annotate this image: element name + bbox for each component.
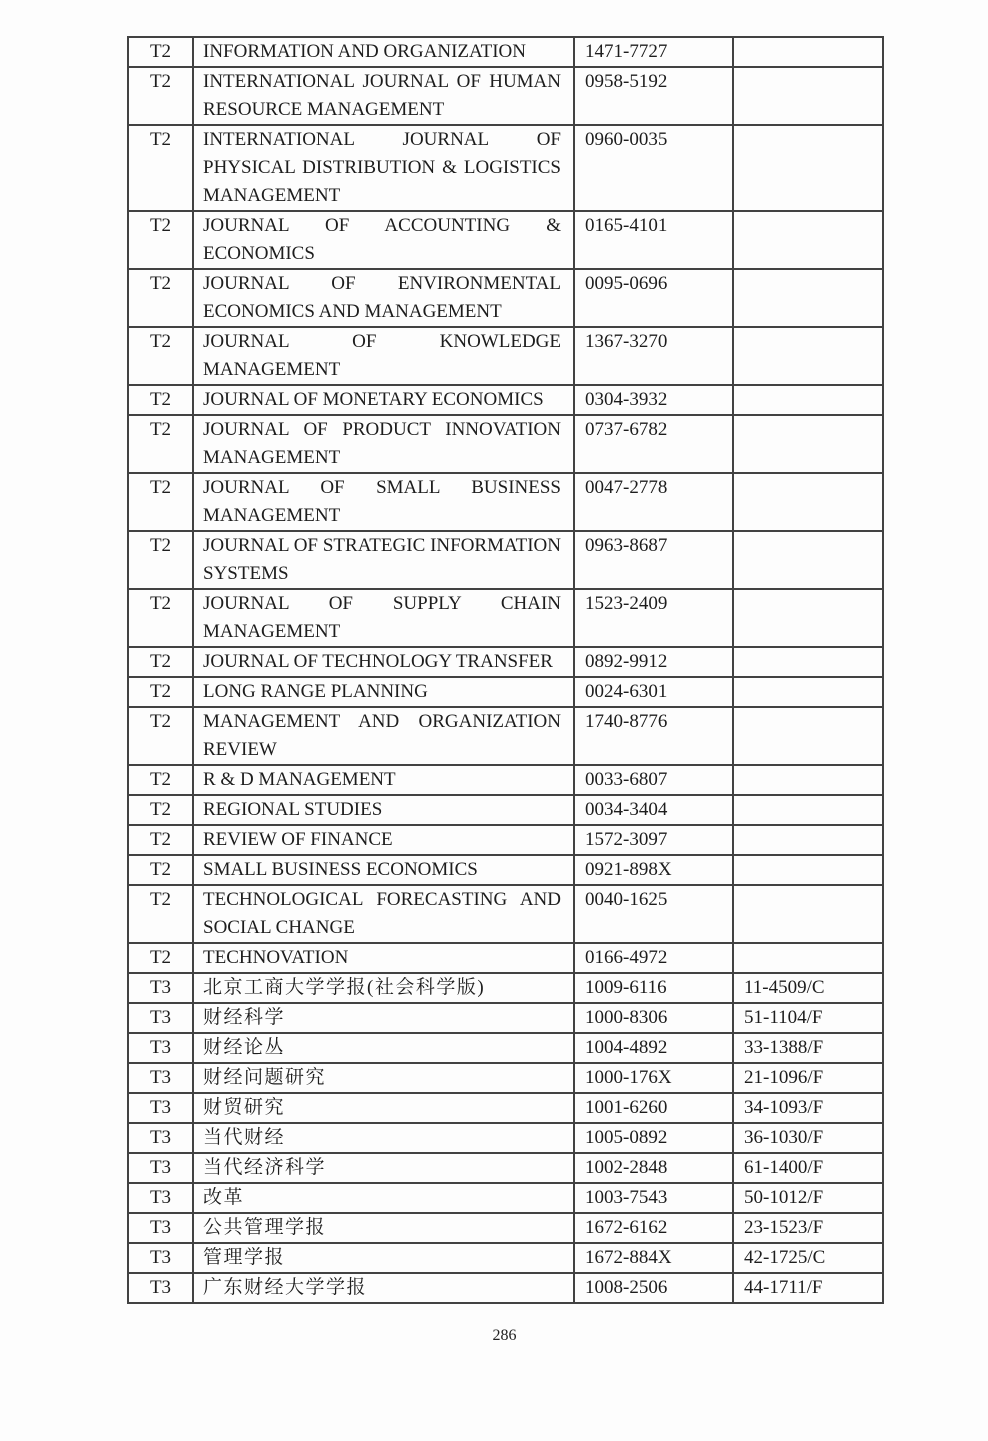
table-row — [128, 531, 883, 589]
cn-number-cell — [733, 125, 883, 211]
issn-cell: 1008-2506 — [574, 1273, 733, 1303]
tier-cell: T3 — [128, 1153, 193, 1183]
cn-number-cell: 44-1711/F — [733, 1273, 883, 1303]
cn-number-cell: 51-1104/F — [733, 1003, 883, 1033]
journal-name-cell: INTERNATIONAL JOURNAL OF PHYSICAL DISTRIBUTION & LOGISTICS MANAGEMENT — [193, 125, 574, 211]
tier-cell: T2 — [128, 825, 193, 855]
issn-cell: 1740-8776 — [574, 707, 733, 765]
journal-name-cell: JOURNAL OF STRATEGIC INFORMATION SYSTEMS — [193, 531, 574, 589]
journal-name-cell: REVIEW OF FINANCE — [193, 825, 574, 855]
tier-cell: T2 — [128, 589, 193, 647]
issn-cell: 0960-0035 — [574, 125, 733, 211]
tier-cell: T3 — [128, 1093, 193, 1123]
table-row — [128, 795, 883, 825]
table-row — [128, 269, 883, 327]
table-row — [128, 1093, 883, 1123]
cn-number-cell: 33-1388/F — [733, 1033, 883, 1063]
cn-number-cell — [733, 885, 883, 943]
table-row — [128, 707, 883, 765]
page-number: 286 — [492, 1327, 517, 1344]
tier-cell: T3 — [128, 1063, 193, 1093]
table-row — [128, 885, 883, 943]
cn-number-cell — [733, 415, 883, 473]
tier-cell: T2 — [128, 269, 193, 327]
table-row — [128, 67, 883, 125]
issn-cell: 1672-884X — [574, 1243, 733, 1273]
issn-cell: 0024-6301 — [574, 677, 733, 707]
tier-cell: T3 — [128, 1183, 193, 1213]
table-row — [128, 385, 883, 415]
table-row — [128, 211, 883, 269]
journal-name-cell: JOURNAL OF SMALL BUSINESS MANAGEMENT — [193, 473, 574, 531]
table-row — [128, 589, 883, 647]
issn-cell: 0034-3404 — [574, 795, 733, 825]
journal-name-cell: 公共管理学报 — [193, 1213, 574, 1243]
table-row — [128, 1243, 883, 1273]
tier-cell: T2 — [128, 943, 193, 973]
journal-name-cell: R & D MANAGEMENT — [193, 765, 574, 795]
journal-name-cell: REGIONAL STUDIES — [193, 795, 574, 825]
cn-number-cell — [733, 531, 883, 589]
table-row — [128, 765, 883, 795]
issn-cell: 1367-3270 — [574, 327, 733, 385]
journal-name-cell: JOURNAL OF ENVIRONMENTAL ECONOMICS AND MANAGEMENT — [193, 269, 574, 327]
cn-number-cell: 21-1096/F — [733, 1063, 883, 1093]
issn-cell: 0963-8687 — [574, 531, 733, 589]
journal-name-cell: JOURNAL OF ACCOUNTING & ECONOMICS — [193, 211, 574, 269]
issn-cell: 1001-6260 — [574, 1093, 733, 1123]
cn-number-cell — [733, 943, 883, 973]
tier-cell: T2 — [128, 125, 193, 211]
journal-name-cell: 当代财经 — [193, 1123, 574, 1153]
tier-cell: T2 — [128, 211, 193, 269]
issn-cell: 0047-2778 — [574, 473, 733, 531]
journal-name-cell: 广东财经大学学报 — [193, 1273, 574, 1303]
journal-name-cell: JOURNAL OF PRODUCT INNOVATION MANAGEMENT — [193, 415, 574, 473]
cn-number-cell: 42-1725/C — [733, 1243, 883, 1273]
tier-cell: T2 — [128, 885, 193, 943]
cn-number-cell — [733, 855, 883, 885]
journal-name-cell: 财经科学 — [193, 1003, 574, 1033]
table-row — [128, 1003, 883, 1033]
table-row — [128, 125, 883, 211]
tier-cell: T3 — [128, 1273, 193, 1303]
table-row — [128, 825, 883, 855]
tier-cell: T2 — [128, 531, 193, 589]
cn-number-cell: 36-1030/F — [733, 1123, 883, 1153]
cn-number-cell — [733, 707, 883, 765]
cn-number-cell: 50-1012/F — [733, 1183, 883, 1213]
table-row — [128, 1063, 883, 1093]
table-row — [128, 647, 883, 677]
tier-cell: T2 — [128, 37, 193, 67]
tier-cell: T2 — [128, 385, 193, 415]
table-row — [128, 943, 883, 973]
cn-number-cell: 23-1523/F — [733, 1213, 883, 1243]
journal-name-cell: JOURNAL OF KNOWLEDGE MANAGEMENT — [193, 327, 574, 385]
journal-name-cell: JOURNAL OF SUPPLY CHAIN MANAGEMENT — [193, 589, 574, 647]
journal-name-cell: 北京工商大学学报(社会科学版) — [193, 973, 574, 1003]
tier-cell: T2 — [128, 327, 193, 385]
issn-cell: 0095-0696 — [574, 269, 733, 327]
cn-number-cell — [733, 677, 883, 707]
journal-name-cell: INTERNATIONAL JOURNAL OF HUMAN RESOURCE MANAGEMENT — [193, 67, 574, 125]
cn-number-cell — [733, 795, 883, 825]
journal-name-cell: SMALL BUSINESS ECONOMICS — [193, 855, 574, 885]
cn-number-cell — [733, 67, 883, 125]
table-row — [128, 37, 883, 67]
tier-cell: T2 — [128, 473, 193, 531]
journal-table-body — [128, 37, 883, 1303]
tier-cell: T2 — [128, 855, 193, 885]
table-row — [128, 973, 883, 1003]
issn-cell: 1000-176X — [574, 1063, 733, 1093]
tier-cell: T2 — [128, 415, 193, 473]
tier-cell: T2 — [128, 647, 193, 677]
cn-number-cell — [733, 765, 883, 795]
tier-cell: T3 — [128, 1003, 193, 1033]
issn-cell: 1003-7543 — [574, 1183, 733, 1213]
tier-cell: T3 — [128, 1033, 193, 1063]
journal-name-cell: JOURNAL OF TECHNOLOGY TRANSFER — [193, 647, 574, 677]
issn-cell: 1471-7727 — [574, 37, 733, 67]
tier-cell: T2 — [128, 677, 193, 707]
issn-cell: 1004-4892 — [574, 1033, 733, 1063]
table-row — [128, 1123, 883, 1153]
tier-cell: T2 — [128, 795, 193, 825]
journal-name-cell: LONG RANGE PLANNING — [193, 677, 574, 707]
issn-cell: 0040-1625 — [574, 885, 733, 943]
issn-cell: 0892-9912 — [574, 647, 733, 677]
cn-number-cell — [733, 589, 883, 647]
issn-cell: 0958-5192 — [574, 67, 733, 125]
tier-cell: T2 — [128, 707, 193, 765]
journal-ranking-table — [127, 36, 884, 1304]
tier-cell: T3 — [128, 1213, 193, 1243]
journal-name-cell: MANAGEMENT AND ORGANIZATION REVIEW — [193, 707, 574, 765]
issn-cell: 1572-3097 — [574, 825, 733, 855]
cn-number-cell — [733, 385, 883, 415]
cn-number-cell — [733, 269, 883, 327]
cn-number-cell: 61-1400/F — [733, 1153, 883, 1183]
tier-cell: T2 — [128, 765, 193, 795]
table-row — [128, 1033, 883, 1063]
cn-number-cell — [733, 825, 883, 855]
tier-cell: T3 — [128, 1123, 193, 1153]
journal-name-cell: 财经论丛 — [193, 1033, 574, 1063]
table-row — [128, 1183, 883, 1213]
cn-number-cell — [733, 647, 883, 677]
journal-name-cell: 改革 — [193, 1183, 574, 1213]
issn-cell: 0166-4972 — [574, 943, 733, 973]
journal-name-cell: 财贸研究 — [193, 1093, 574, 1123]
cn-number-cell — [733, 473, 883, 531]
table-row — [128, 677, 883, 707]
tier-cell: T3 — [128, 1243, 193, 1273]
table-row — [128, 1213, 883, 1243]
table-row — [128, 473, 883, 531]
tier-cell: T3 — [128, 973, 193, 1003]
cn-number-cell: 34-1093/F — [733, 1093, 883, 1123]
cn-number-cell: 11-4509/C — [733, 973, 883, 1003]
table-row — [128, 415, 883, 473]
table-row — [128, 1273, 883, 1303]
issn-cell: 1009-6116 — [574, 973, 733, 1003]
issn-cell: 0737-6782 — [574, 415, 733, 473]
issn-cell: 0304-3932 — [574, 385, 733, 415]
issn-cell: 1672-6162 — [574, 1213, 733, 1243]
table-row — [128, 1153, 883, 1183]
issn-cell: 1002-2848 — [574, 1153, 733, 1183]
table-row — [128, 855, 883, 885]
cn-number-cell — [733, 211, 883, 269]
table-row — [128, 327, 883, 385]
issn-cell: 1000-8306 — [574, 1003, 733, 1033]
journal-name-cell: 财经问题研究 — [193, 1063, 574, 1093]
journal-name-cell: TECHNOLOGICAL FORECASTING AND SOCIAL CHANGE — [193, 885, 574, 943]
issn-cell: 1523-2409 — [574, 589, 733, 647]
cn-number-cell — [733, 37, 883, 67]
issn-cell: 0033-6807 — [574, 765, 733, 795]
journal-name-cell: TECHNOVATION — [193, 943, 574, 973]
cn-number-cell — [733, 327, 883, 385]
journal-name-cell: 当代经济科学 — [193, 1153, 574, 1183]
issn-cell: 0165-4101 — [574, 211, 733, 269]
journal-name-cell: INFORMATION AND ORGANIZATION — [193, 37, 574, 67]
issn-cell: 0921-898X — [574, 855, 733, 885]
journal-name-cell: 管理学报 — [193, 1243, 574, 1273]
journal-name-cell: JOURNAL OF MONETARY ECONOMICS — [193, 385, 574, 415]
issn-cell: 1005-0892 — [574, 1123, 733, 1153]
tier-cell: T2 — [128, 67, 193, 125]
